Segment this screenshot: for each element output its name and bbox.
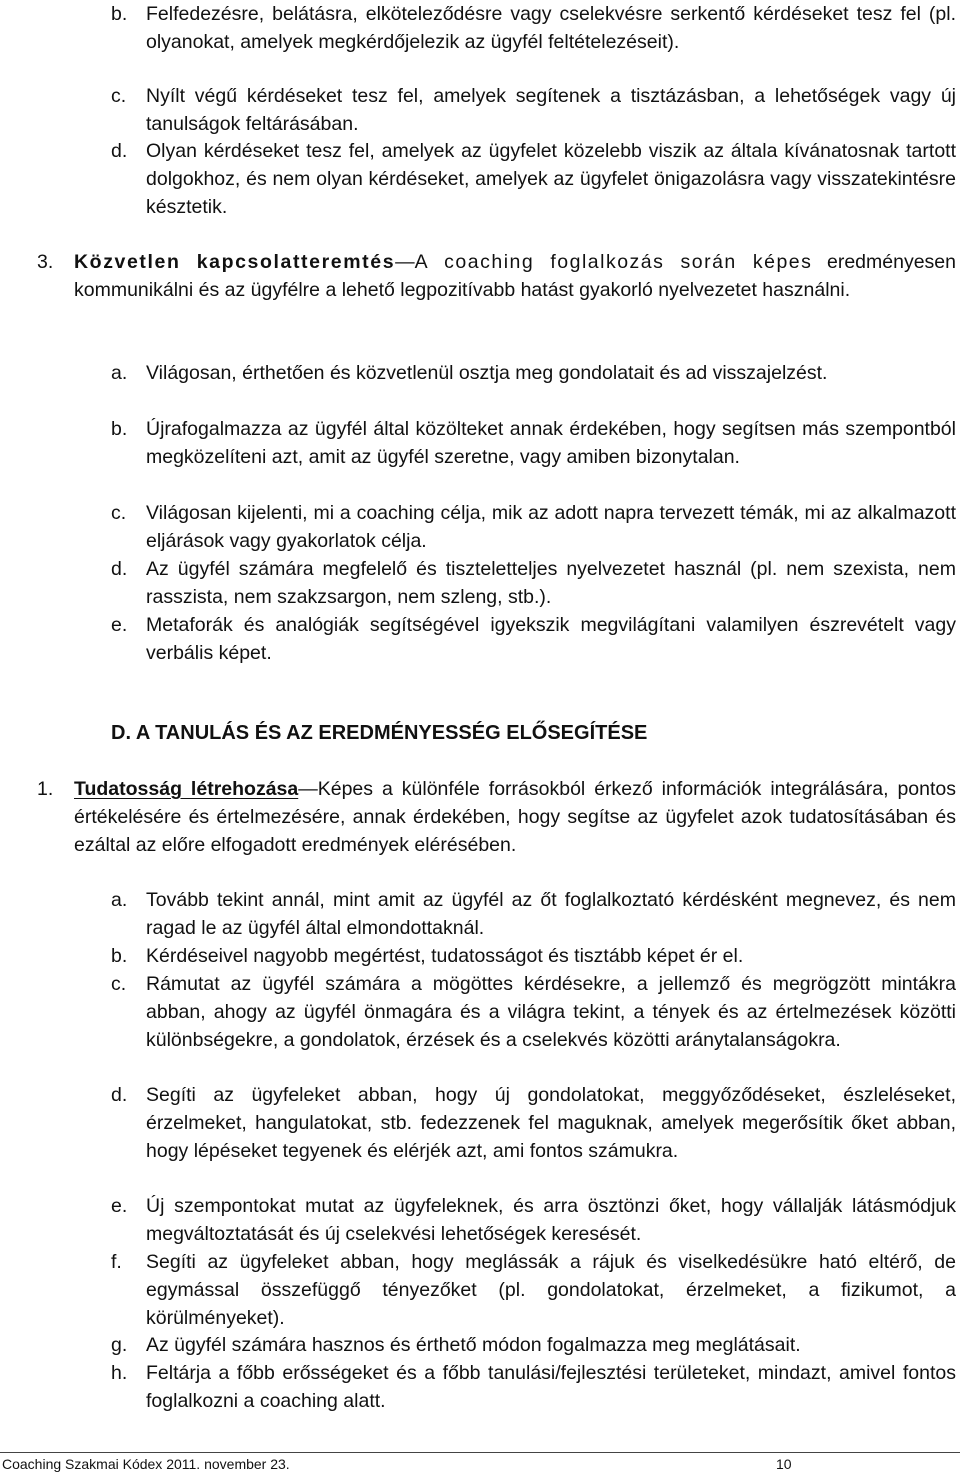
list-item-text: Olyan kérdéseket tesz fel, amelyek az ügyfelet közelebb viszik az általa kívánatosnak tartott dolgokhoz, és nem olyan kérdéseket, amelyek az ügyfelet önigazolásra vagy visszatekintésre késztetik. bbox=[146, 140, 956, 218]
list-marker: f. bbox=[111, 1251, 122, 1273]
list-item-text: Felfedezésre, belátásra, elköteleződésre vagy cselekvésre serkentő kérdéseket tesz fel (pl. olyanokat, amelyek megkérdőjelezik az ügyfél feltételezéseit). bbox=[146, 3, 956, 53]
list-marker: b. bbox=[111, 3, 128, 25]
list-marker: c. bbox=[111, 973, 127, 995]
list-marker: d. bbox=[111, 1084, 128, 1106]
list-marker: c. bbox=[111, 85, 127, 107]
section-body: eredményesen kommunikálni és az ügyfélre a lehető legpozitívabb hatást gyakorló nyelvezetet használni. bbox=[74, 251, 956, 301]
list-marker: e. bbox=[111, 614, 128, 636]
list-item-text: Világosan, érthetően és közvetlenül osztja meg gondolatait és ad visszajelzést. bbox=[146, 362, 828, 384]
list-item-text: Az ügyfél számára megfelelő és tiszteletteljes nyelvezetet használ (pl. nem szexista, nem rasszista, nem szakzsargon, nem szleng, stb.). bbox=[146, 558, 956, 608]
list-marker: a. bbox=[111, 889, 128, 911]
list-item-text: Tovább tekint annál, mint amit az ügyfél az őt foglalkoztató kérdésként megnevez, és nem ragad le az ügyfél által elmondottaknál. bbox=[146, 889, 956, 939]
list-item-text: Újrafogalmazza az ügyfél által közölteket annak érdekében, hogy segítsen más szempontból megközelíteni azt, amit az ügyfél szeretne, vagy amiben bizonytalan. bbox=[146, 418, 956, 468]
section-heading: D. A TANULÁS ÉS AZ EREDMÉNYESSÉG ELŐSEGÍTÉSE bbox=[111, 722, 648, 744]
list-marker: g. bbox=[111, 1334, 128, 1356]
list-marker: d. bbox=[111, 558, 128, 580]
list-item-text: Metaforák és analógiák segítségével igyekszik megvilágítani valamilyen észrevételt vagy verbális képet. bbox=[146, 614, 956, 664]
list-item-text: Segíti az ügyfeleket abban, hogy új gondolatokat, meggyőződéseket, észleléseket, érzelmeket, hangulatokat, stb. fedezzenek fel maguknak, amelyek megerősítik őket abban, hogy lépéseket tegyenek és elérjék azt, ami fontos számukra. bbox=[146, 1084, 956, 1162]
section-lead: Közvetlen kapcsolatteremtés bbox=[74, 251, 396, 273]
list-marker: e. bbox=[111, 1195, 128, 1217]
footer-document-title: Coaching Szakmai Kódex 2011. november 23. bbox=[2, 1456, 290, 1472]
footer-page-number: 10 bbox=[776, 1456, 792, 1472]
list-item-text: Rámutat az ügyfél számára a mögöttes kérdésekre, a jellemző és megrögzött mintákra abban, ahogy az ügyfél önmagára és a világra tekint, a tények és az értelmezések közötti különbségekre, a gondolatok, érzések és a cselekvés közötti aránytalanságokra. bbox=[146, 973, 956, 1051]
em-dash: — bbox=[298, 778, 318, 800]
list-item-text: Kérdéseivel nagyobb megértést, tudatosságot és tisztább képet ér el. bbox=[146, 945, 744, 967]
list-marker: b. bbox=[111, 945, 128, 967]
section-number: 3. bbox=[37, 251, 54, 273]
section-spaced-text: A coaching foglalkozás során képes bbox=[414, 251, 813, 273]
list-item-text: Nyílt végű kérdéseket tesz fel, amelyek segítenek a tisztázásban, a lehetőségek vagy új tanulságok feltárásában. bbox=[146, 85, 956, 135]
list-item-text: Segíti az ügyfeleket abban, hogy meglássák a rájuk és viselkedésükre ható eltérő, de egymással összefüggő tényezőket (pl. gondolatokat, érzelmeket, a fizikumot, a körülményeket). bbox=[146, 1251, 956, 1329]
list-marker: h. bbox=[111, 1362, 128, 1384]
page-footer bbox=[0, 1452, 960, 1474]
em-dash: — bbox=[395, 251, 415, 273]
section-number: 1. bbox=[37, 778, 54, 800]
section-body: Képes a különféle forrásokból érkező információk integrálására, pontos értékelésére és értelmezésére, annak érdekében, hogy segítse az ügyfelet azok tudatosításában és ezáltal az előre elfogadott eredmények elérésében. bbox=[74, 778, 956, 856]
list-item-text: Feltárja a főbb erősségeket és a főbb tanulási/fejlesztési területeket, mindazt, amivel fontos foglalkozni a coaching alatt. bbox=[146, 1362, 956, 1412]
footer-rule bbox=[0, 1452, 960, 1453]
list-marker: b. bbox=[111, 418, 128, 440]
section-lead: Tudatosság létrehozása bbox=[74, 778, 299, 800]
list-marker: d. bbox=[111, 140, 128, 162]
list-item-text: Új szempontokat mutat az ügyfeleknek, és arra ösztönzi őket, hogy vállalják látásmódjuk megváltoztatását és új cselekvési lehetőségek keresését. bbox=[146, 1195, 956, 1245]
section-text bbox=[74, 775, 956, 859]
list-item-text: Világosan kijelenti, mi a coaching célja, mik az adott napra tervezett témák, mi az alkalmazott eljárások vagy gyakorlatok célja. bbox=[146, 502, 956, 552]
list-marker: a. bbox=[111, 362, 128, 384]
list-marker: c. bbox=[111, 502, 127, 524]
section-text bbox=[74, 248, 956, 304]
list-item-text: Az ügyfél számára hasznos és érthető módon fogalmazza meg meglátásait. bbox=[146, 1334, 801, 1356]
